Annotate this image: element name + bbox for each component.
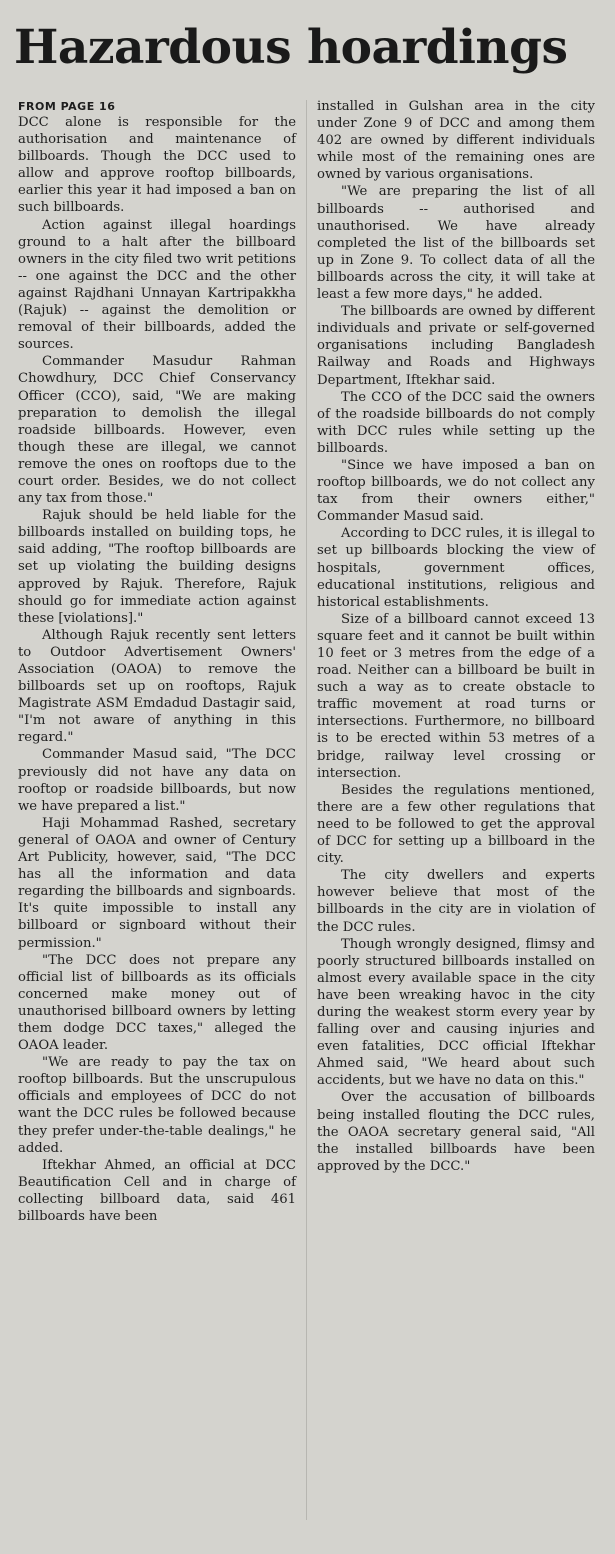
paragraph: Action against illegal hoardings ground to a halt after the billboard owners in the city filed two writ petitions -- one against the DCC and the other against Rajdhani Unnayan Kartripakkha (Rajuk) -- against the demolition or removal of their billboards, added the sources. <box>18 217 296 353</box>
right-column <box>317 98 595 1175</box>
paragraph: The billboards are owned by different individuals and private or self-governed organisations including Bangladesh Railway and Roads and Highways Department, Iftekhar said. <box>317 304 595 388</box>
paragraph: Iftekhar Ahmed, an official at DCC Beautification Cell and in charge of collecting billboard data, said 461 billboards have been <box>18 1157 296 1224</box>
paragraph: The city dwellers and experts however believe that most of the billboards in the city are in violation of the DCC rules. <box>317 868 595 935</box>
paragraph: Besides the regulations mentioned, there are a few other regulations that need to be followed to get the approval of DCC for setting up a billboard in the city. <box>317 782 595 867</box>
paragraph: "We are preparing the list of all billboards -- authorised and unauthorised. We have already completed the list of the billboards set up in Zone 9. To collect data of all the billboards across the city, it will take at least a few more days," he added. <box>317 184 595 303</box>
column-divider <box>306 100 307 1520</box>
paragraph: "We are ready to pay the tax on rooftop billboards. But the unscrupulous officials and employees of DCC do not want the DCC rules be followed because they prefer under-the-table dealings," he added. <box>18 1055 296 1156</box>
paragraph: Though wrongly designed, flimsy and poorly structured billboards installed on almost every available space in the city have been wreaking havoc in the city during the weakest storm every year by falling over and causing injuries and even fatalities, DCC official Iftekhar Ahmed said, "We heard about such accidents, but we have no data on this." <box>317 936 595 1089</box>
paragraph: "The DCC does not prepare any official list of billboards as its officials concerned make money out of unauthorised billboard owners by letting them dodge DCC taxes," alleged the OAOA leader. <box>18 952 296 1054</box>
paragraph: The CCO of the DCC said the owners of the roadside billboards do not comply with DCC rules while setting up the billboards. <box>317 389 595 456</box>
continuation-kicker: FROM PAGE 16 <box>18 100 116 113</box>
paragraph: "Since we have imposed a ban on rooftop billboards, we do not collect any tax from their owners either," Commander Masud said. <box>317 457 595 525</box>
left-column <box>18 98 296 1225</box>
paragraph: According to DCC rules, it is illegal to set up billboards blocking the view of hospitals, government offices, educational institutions, religious and historical establishments. <box>317 526 595 610</box>
paragraph: Commander Masud said, "The DCC previously did not have any data on rooftop or roadside billboards, but now we have prepared a list." <box>18 747 296 814</box>
headline: Hazardous hoardings <box>14 20 568 75</box>
paragraph: Commander Masudur Rahman Chowdhury, DCC Chief Conservancy Officer (CCO), said, "We are making preparation to demolish the illegal roadside billboards. However, even though these are illegal, we cannot remove the ones on rooftops due to the court order. Besides, we do not collect any tax from those." <box>18 354 296 507</box>
paragraph: Rajuk should be held liable for the billboards installed on building tops, he said adding, "The rooftop billboards are set up violating the building designs approved by Rajuk. Therefore, Rajuk should go for immediate action against these [violations]." <box>18 508 296 626</box>
paragraph: Size of a billboard cannot exceed 13 square feet and it cannot be built within 10 feet or 3 metres from the edge of a road. Neither can a billboard be built in such a way as to create obstacle to traffic movement at road turns or intersections. Furthermore, no billboard is to be erected within 53 metres of a bridge, railway level crossing or intersection. <box>317 611 595 781</box>
paragraph: DCC alone is responsible for the authorisation and maintenance of billboards. Though the DCC used to allow and approve rooftop billboards, earlier this year it had imposed a ban on such billboards. <box>18 115 296 216</box>
paragraph: Haji Mohammad Rashed, secretary general of OAOA and owner of Century Art Publicity, however, said, "The DCC has all the information and data regarding the billboards and signboards. It's quite impossible to install any billboard or signboard without their permission." <box>18 815 296 951</box>
paragraph: installed in Gulshan area in the city under Zone 9 of DCC and among them 402 are owned by different individuals while most of the remaining ones are owned by various organisations. <box>317 99 595 183</box>
paragraph: Over the accusation of billboards being installed flouting the DCC rules, the OAOA secretary general said, "All the installed billboards have been approved by the DCC." <box>317 1090 595 1174</box>
paragraph: Although Rajuk recently sent letters to Outdoor Advertisement Owners' Association (OAOA) to remove the billboards set up on rooftops, Rajuk Magistrate ASM Emdadud Dastagir said, "I'm not aware of anything in this regard." <box>18 627 296 746</box>
